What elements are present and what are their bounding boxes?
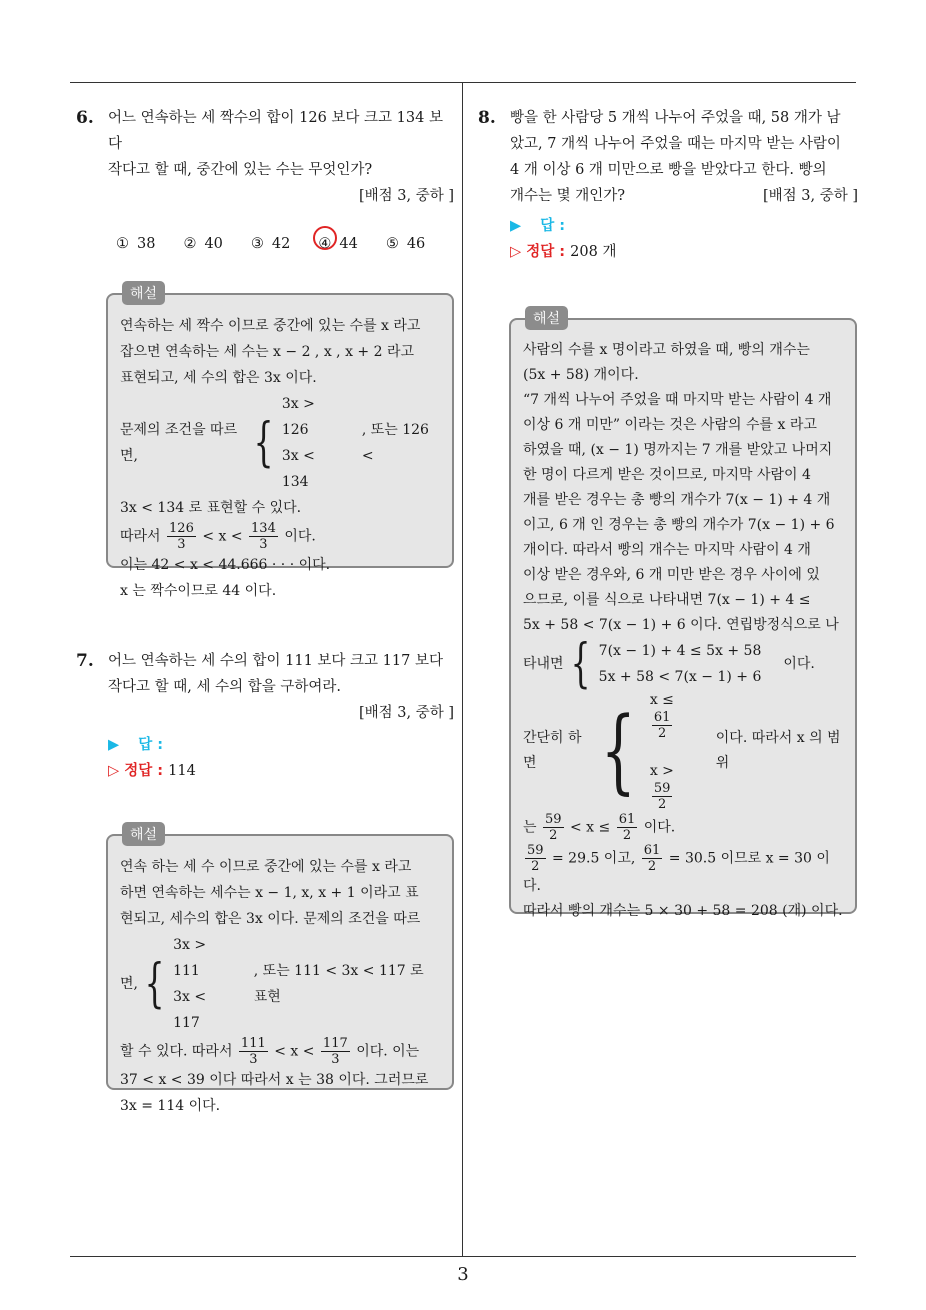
solution-line: 하였을 때, (x − 1) 명까지는 7 개를 받았고 나머지 [523, 442, 833, 458]
solution-fraction-line [120, 1036, 440, 1067]
choice-5[interactable] [386, 231, 425, 257]
solution-fraction-line [523, 812, 843, 843]
bottom-rule [70, 1256, 856, 1257]
solution-line: 이는 42 < x < 44.666 · · · 이다. [120, 557, 331, 573]
equation: 3x > 111 [173, 937, 207, 979]
equation: x > $\frac{59}{2}$ [649, 763, 674, 812]
solution-line: 37 < x < 39 이다 따라서 x 는 38 이다. 그러므로 [120, 1072, 429, 1088]
score-meta: [배점 3, 중하 ] [358, 188, 454, 204]
solution-text: , 또는 126 < [361, 422, 429, 464]
question-text-line: 았고, 7 개씩 나누어 주었을 때는 마지막 받는 사람이 [510, 136, 841, 152]
choice-mark: ⑤ [385, 236, 399, 252]
question-6 [70, 105, 454, 257]
answer-arrow-icon: ▶ [108, 737, 120, 753]
fraction: $\frac{61}{2}$ [643, 843, 661, 874]
solution-fraction-line [120, 521, 440, 552]
solution-text: 이다. [783, 655, 815, 672]
choice-3[interactable] [251, 231, 290, 257]
correct-label: 정답 : [526, 244, 566, 260]
choice-1[interactable] [116, 231, 155, 257]
correct-value: 114 [168, 763, 196, 779]
solution-text: < x < [202, 528, 243, 545]
solution-line: 이상 받은 경우와, 6 개 미만 받은 경우 사이에 있 [523, 567, 820, 583]
question-number: 6. [76, 108, 94, 128]
choice-mark: ③ [250, 236, 264, 252]
solution-system-line [523, 690, 843, 812]
solution-line: 개이다. 따라서 빵의 개수는 마지막 사람이 4 개 [523, 542, 811, 558]
choice-value: 40 [204, 236, 223, 252]
solution-box-7 [106, 827, 454, 1114]
solution-text: 는 [523, 819, 537, 836]
answer-label: 답 : [540, 218, 566, 234]
solution-line: 잡으면 연속하는 세 수는 x − 2 , x , x + 2 라고 [120, 344, 415, 360]
question-text: 개수는 몇 개인가? [510, 188, 626, 204]
correct-value: 208 개 [570, 244, 617, 260]
question-number: 8. [478, 108, 496, 128]
solution-tag: 해설 [122, 281, 165, 305]
solution-fraction-line [523, 843, 843, 899]
correct-arrow-icon: ▷ [510, 244, 522, 260]
equation: 5x + 58 < 7(x − 1) + 6 [598, 669, 762, 685]
equation-system: { x ≤ $\frac{61}{2}$ x > $\frac{59}{2}$ [589, 690, 693, 812]
solution-system-line [120, 932, 440, 1036]
answer-row [108, 732, 454, 758]
fraction: $\frac{126}{3}$ [169, 521, 194, 552]
solution-line: 하면 연속하는 세수는 x − 1, x, x + 1 이라고 표 [120, 885, 419, 901]
equation-system: { 3x > 111 3x < 117 [138, 932, 230, 1036]
solution-text: 타내면 [523, 655, 564, 672]
choice-value: 38 [137, 236, 156, 252]
solution-line: “7 개씩 나누어 주었을 때 마지막 받는 사람이 4 개 [523, 392, 832, 408]
solution-system-line [120, 391, 440, 495]
solution-text: 이다. [284, 528, 316, 545]
question-text-line: 작다고 할 때, 중간에 있는 수는 무엇인가? [108, 162, 373, 178]
answer-circle-icon [313, 226, 337, 250]
fraction: $\frac{61}{2}$ [653, 710, 671, 741]
solution-line: 이고, 6 개 인 경우는 총 빵의 개수가 7(x − 1) + 6 [523, 517, 835, 533]
fraction: $\frac{59}{2}$ [527, 843, 544, 874]
solution-line: 으므로, 이를 식으로 나타내면 7(x − 1) + 4 ≤ [523, 592, 811, 608]
solution-line: 5x + 58 < 7(x − 1) + 6 이다. 연립방정식으로 나 [523, 617, 839, 633]
solution-system-line [523, 634, 843, 694]
fraction: $\frac{117}{3}$ [322, 1036, 348, 1067]
solution-text: , 또는 111 < 3x < 117 로 표현 [253, 963, 424, 1005]
answer-label: 답 : [138, 737, 164, 753]
solution-line: 연속하는 세 짝수 이므로 중간에 있는 수를 x 라고 [120, 318, 421, 334]
solution-line: 따라서 빵의 개수는 5 × 30 + 58 = 208 (개) 이다. [523, 903, 843, 919]
solution-line: 개를 받은 경우는 총 빵의 개수가 7(x − 1) + 4 개 [523, 492, 831, 508]
equation: 3x < 117 [173, 989, 207, 1031]
solution-line: 이상 6 개 미만” 이라는 것은 사람의 수를 x 라고 [523, 417, 817, 433]
choice-mark: ④ [318, 236, 332, 252]
question-number: 7. [76, 651, 94, 671]
solution-text: = 29.5 이고, [552, 850, 636, 867]
correct-label: 정답 : [124, 763, 164, 779]
correct-arrow-icon: ▷ [108, 763, 120, 779]
question-text-line: 어느 연속하는 세 짝수의 합이 126 보다 크고 134 보다 [108, 110, 443, 152]
score-meta: [배점 3, 중하 ] [762, 188, 858, 204]
solution-tag: 해설 [122, 822, 165, 846]
choice-mark: ① [116, 236, 129, 252]
choice-list [108, 231, 454, 257]
fraction: $\frac{111}{3}$ [240, 1036, 266, 1067]
top-rule [70, 82, 856, 83]
solution-text: 이다. 따라서 x 의 범위 [715, 730, 841, 771]
solution-box-6 [106, 286, 454, 599]
equation-system: { 7(x − 1) + 4 ≤ 5x + 58 5x + 58 < 7(x − 1) + 6 [570, 634, 762, 694]
choice-value: 44 [339, 236, 358, 252]
solution-line: 연속 하는 세 수 이므로 중간에 있는 수를 x 라고 [120, 859, 412, 875]
equation: x ≤ $\frac{61}{2}$ [649, 692, 674, 741]
choice-2[interactable] [183, 231, 222, 257]
equation-system: { 3x > 126 3x < 134 [247, 391, 340, 495]
fraction: $\frac{59}{2}$ [653, 781, 671, 812]
solution-line: 3x < 134 로 표현할 수 있다. [120, 500, 302, 516]
correct-answer-row [108, 758, 454, 784]
solution-text: 간단히 하면 [523, 730, 582, 771]
score-meta: [배점 3, 중하 ] [358, 705, 454, 721]
solution-line: 3x = 114 이다. [120, 1098, 221, 1114]
question-text-line: 4 개 이상 6 개 미만으로 빵을 받았다고 한다. 빵의 [510, 162, 827, 178]
solution-line: 표현되고, 세 수의 합은 3x 이다. [120, 370, 317, 386]
solution-line: 한 명이 다르게 받은 것이므로, 마지막 사람이 4 [523, 467, 811, 483]
question-7 [70, 648, 454, 784]
equation: 3x < 134 [281, 448, 315, 490]
solution-line: 사람의 수를 x 명이라고 하였을 때, 빵의 개수는 [523, 342, 810, 358]
fraction: $\frac{61}{2}$ [618, 812, 636, 843]
solution-line: 현되고, 세수의 합은 3x 이다. 문제의 조건을 따르 [120, 911, 421, 927]
correct-answer-row [510, 239, 858, 265]
solution-text: < x ≤ [569, 819, 611, 836]
solution-line: x 는 짝수이므로 44 이다. [120, 583, 277, 599]
equation: 7(x − 1) + 4 ≤ 5x + 58 [598, 643, 762, 659]
page-number: 3 [457, 1264, 469, 1285]
solution-text: 따라서 [120, 528, 161, 545]
solution-text: < x < [274, 1043, 315, 1060]
column-divider [462, 83, 463, 1256]
choice-4[interactable] [318, 231, 357, 257]
equation: 3x > 126 [281, 396, 315, 438]
question-8 [472, 105, 858, 265]
solution-text: 할 수 있다. 따라서 [120, 1043, 233, 1060]
choice-value: 46 [406, 236, 426, 252]
question-text-line [510, 183, 858, 209]
question-text-line: 빵을 한 사람당 5 개씩 나누어 주었을 때, 58 개가 남 [510, 110, 841, 126]
answer-arrow-icon: ▶ [510, 218, 522, 234]
solution-text: 이다. [643, 819, 676, 836]
solution-text: = 30.5 이므로 x = 30 이다. [523, 850, 830, 894]
solution-line: (5x + 58) 개이다. [523, 367, 639, 383]
solution-tag: 해설 [525, 306, 568, 330]
question-text-line: 작다고 할 때, 세 수의 합을 구하여라. [108, 679, 341, 695]
fraction: $\frac{59}{2}$ [544, 812, 562, 843]
answer-row [510, 213, 858, 239]
choice-mark: ② [183, 236, 197, 252]
fraction: $\frac{134}{3}$ [251, 521, 276, 552]
solution-box-8 [509, 311, 857, 919]
solution-text: 문제의 조건을 따르면, [120, 422, 238, 464]
question-text-line: 어느 연속하는 세 수의 합이 111 보다 크고 117 보다 [108, 653, 443, 669]
solution-text: 면, [120, 976, 138, 992]
solution-text: 이다. 이는 [356, 1043, 420, 1060]
choice-value: 42 [271, 236, 291, 252]
